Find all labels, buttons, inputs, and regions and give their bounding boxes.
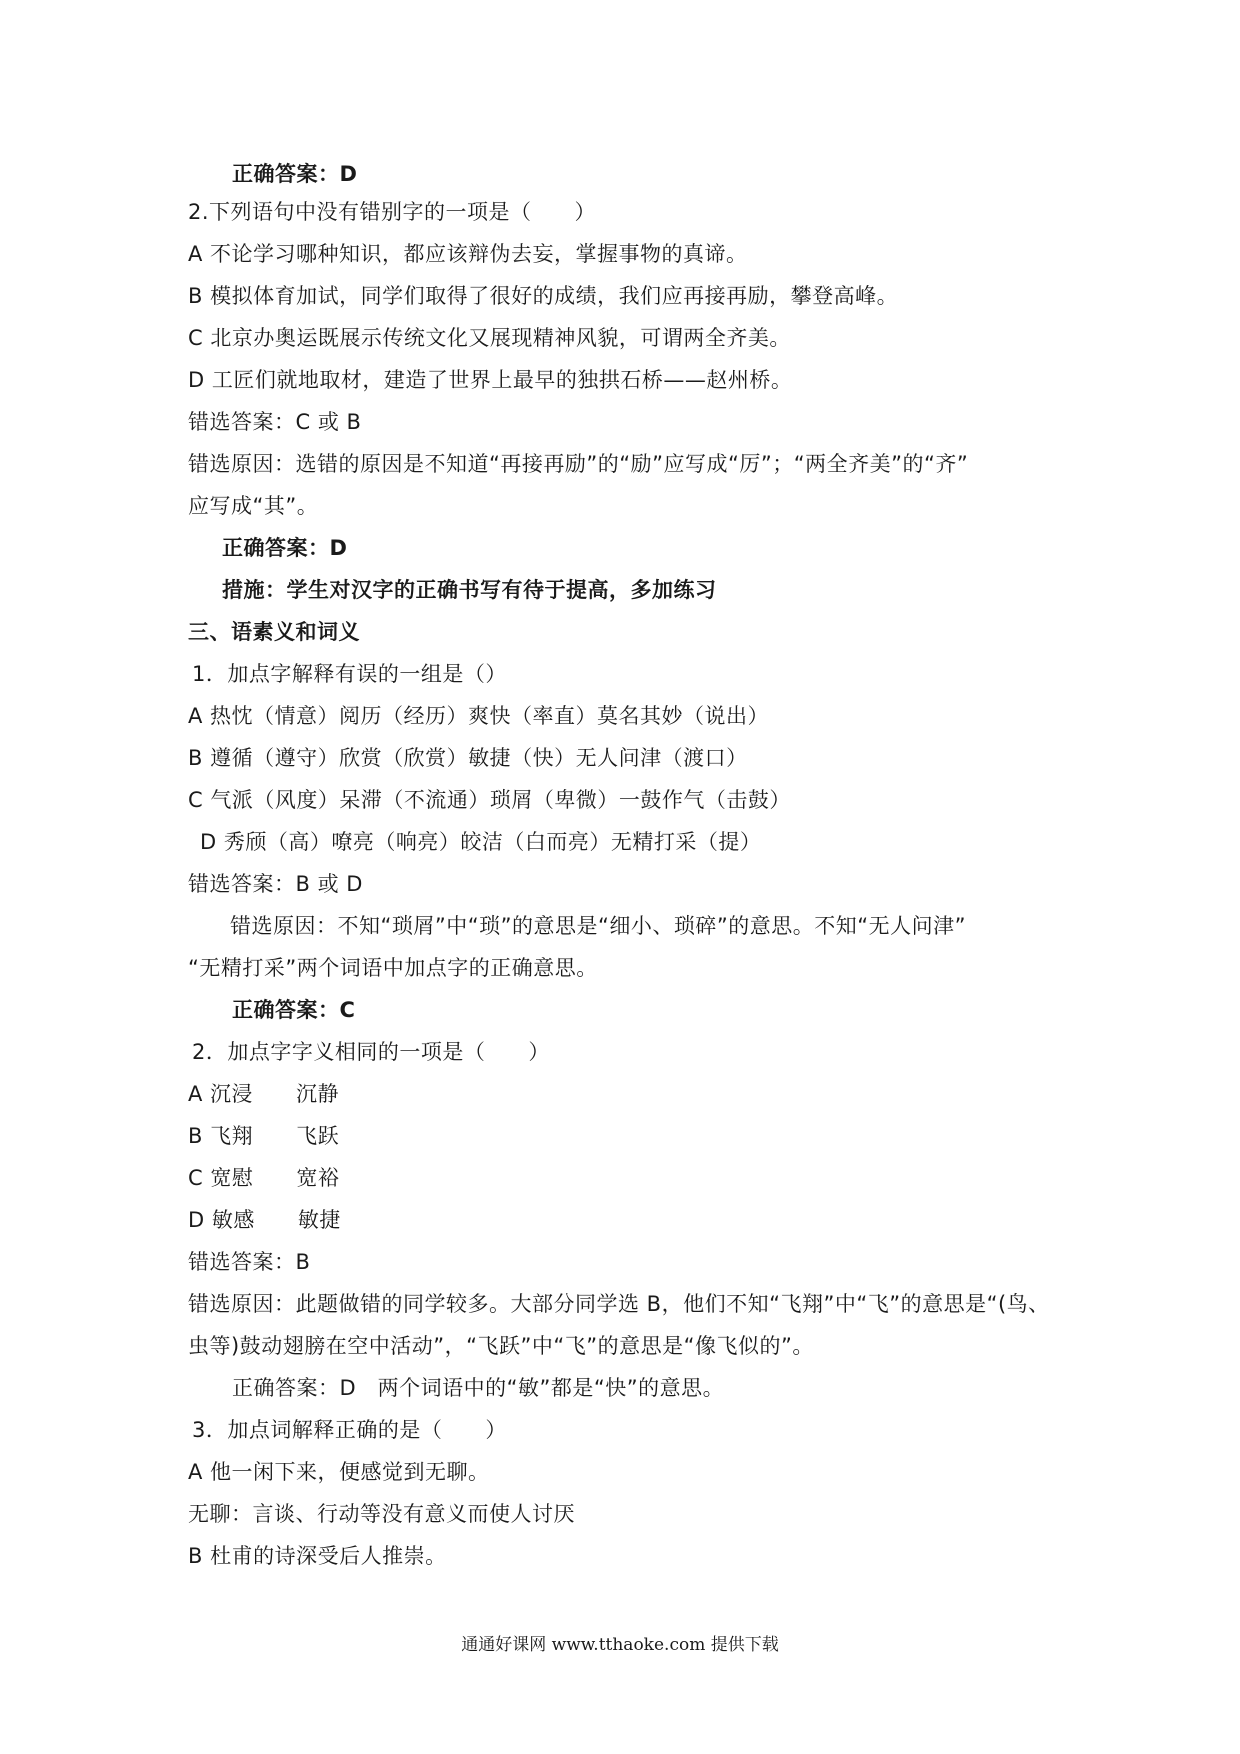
option-line: C 气派（风度）呆滞（不流通）琐屑（卑微）一鼓作气（击鼓）	[188, 788, 791, 812]
option-line: B 模拟体育加试，同学们取得了很好的成绩，我们应再接再励，攀登高峰。	[188, 284, 899, 308]
wrong-answer-line: 错选答案：B	[188, 1250, 311, 1274]
reason-line: 错选原因：此题做错的同学较多。大部分同学选 B，他们不知“飞翔”中“飞”的意思是“(鸟、	[188, 1292, 1050, 1316]
option-line: A 沉浸 沉静	[188, 1082, 340, 1106]
option-line: D 敏感 敏捷	[188, 1208, 341, 1232]
question-line: 1．加点字解释有误的一组是（）	[192, 662, 507, 686]
option-line: C 北京办奥运既展示传统文化又展现精神风貌，可谓两全齐美。	[188, 326, 791, 350]
option-line: D 工匠们就地取材，建造了世界上最早的独拱石桥——赵州桥。	[188, 368, 793, 392]
option-line: B 杜甫的诗深受后人推崇。	[188, 1544, 447, 1568]
wrong-answer-line: 错选答案：B 或 D	[188, 872, 363, 896]
reason-line: 错选原因：不知“琐屑”中“琐”的意思是“细小、琐碎”的意思。不知“无人问津”	[230, 914, 967, 938]
question-line: 2．加点字字义相同的一项是（ ）	[192, 1040, 550, 1064]
reason-line: 虫等)鼓动翅膀在空中活动”，“飞跃”中“飞”的意思是“像飞似的”。	[188, 1334, 814, 1358]
option-line: A 热忱（情意）阅历（经历）爽快（率直）莫名其妙（说出）	[188, 704, 770, 728]
page-footer: 通通好课网 www.tthaoke.com 提供下载	[461, 1635, 779, 1655]
answer-line: 正确答案：D	[222, 536, 348, 560]
reason-line: 错选原因：选错的原因是不知道“再接再励”的“励”应写成“厉”；“两全齐美”的“齐”	[188, 452, 969, 476]
question-line: 3．加点词解释正确的是（ ）	[192, 1418, 507, 1442]
section-heading: 三、语素义和词义	[188, 620, 360, 644]
option-line: A 他一闲下来，便感觉到无聊。	[188, 1460, 490, 1484]
option-line: A 不论学习哪种知识，都应该辩伪去妄，掌握事物的真谛。	[188, 242, 748, 266]
answer-line: 正确答案：D	[232, 162, 358, 186]
wrong-answer-line: 错选答案：C 或 B	[188, 410, 362, 434]
answer-line: 正确答案：C	[232, 998, 356, 1022]
option-line: D 秀颀（高）嘹亮（响亮）皎洁（白而亮）无精打采（提）	[200, 830, 762, 854]
measure-line: 措施：学生对汉字的正确书写有待于提高，多加练习	[222, 578, 717, 602]
definition-line: 无聊：言谈、行动等没有意义而使人讨厌	[188, 1502, 575, 1526]
option-line: B 遵循（遵守）欣赏（欣赏）敏捷（快）无人问津（渡口）	[188, 746, 748, 770]
answer-line: 正确答案：D 两个词语中的“敏”都是“快”的意思。	[232, 1376, 725, 1400]
option-line: C 宽慰 宽裕	[188, 1166, 340, 1190]
reason-line: 应写成“其”。	[188, 494, 319, 518]
reason-line: “无精打采”两个词语中加点字的正确意思。	[188, 956, 598, 980]
question-line: 2.下列语句中没有错别字的一项是（ ）	[188, 200, 597, 224]
option-line: B 飞翔 飞跃	[188, 1124, 340, 1148]
